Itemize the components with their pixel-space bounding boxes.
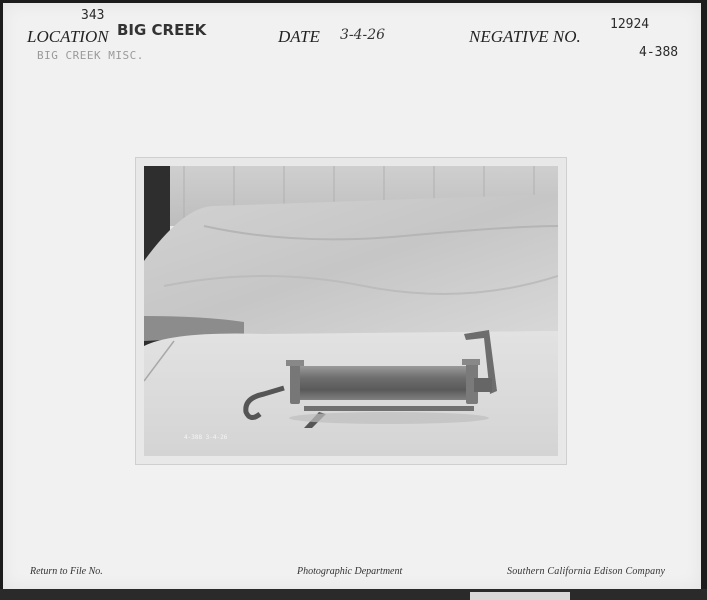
date-label: DATE: [278, 27, 320, 46]
negative-subnumber: 4-388: [639, 45, 679, 60]
archive-card: [3, 3, 701, 589]
department-label: Photographic Department: [297, 566, 403, 577]
photograph-image: [144, 166, 558, 456]
company-label: Southern California Edison Company: [507, 566, 666, 577]
photo-mount: [135, 157, 567, 465]
photograph: [144, 166, 558, 456]
negative-label: NEGATIVE NO.: [469, 27, 581, 46]
location-subtitle: BIG CREEK MISC.: [37, 49, 144, 62]
photo-inscription: 4-388 3-4-26: [184, 434, 228, 441]
film-edge: [0, 589, 707, 600]
return-to-file-label: Return to File No.: [30, 566, 103, 577]
location-value: BIG CREEK: [117, 21, 207, 39]
date-value: 3-4-26: [340, 27, 386, 43]
location-number: 343: [81, 8, 105, 23]
film-edge-highlight: [470, 592, 570, 600]
negative-value: 12924: [610, 17, 650, 32]
location-label: LOCATION: [27, 27, 109, 46]
